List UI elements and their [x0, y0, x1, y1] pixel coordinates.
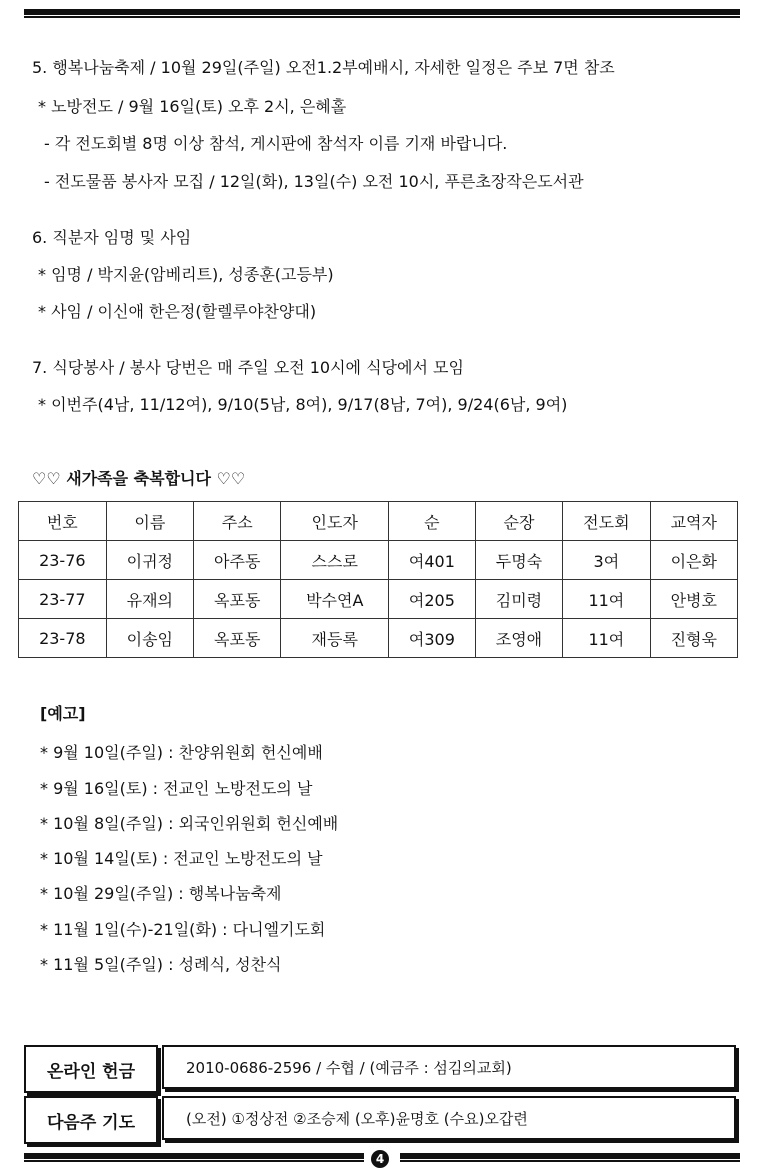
table-cell: 이은화	[650, 541, 737, 580]
table-cell: 박수연A	[281, 580, 389, 619]
table-cell: 재등록	[281, 619, 389, 658]
table-header: 이름	[106, 502, 193, 541]
table-cell: 여401	[389, 541, 476, 580]
notice-item: * 11월 5일(주일) : 성례식, 성찬식	[40, 955, 282, 974]
online-offering-label: 온라인 헌금	[24, 1045, 158, 1093]
page-number: 4	[371, 1150, 389, 1168]
table-header-row	[19, 502, 738, 541]
table-cell: 여205	[389, 580, 476, 619]
section-7-title: 7. 식당봉사 / 봉사 당번은 매 주일 오전 10시에 식당에서 모임	[32, 358, 464, 377]
next-week-prayer-label: 다음주 기도	[24, 1096, 158, 1144]
section-5-item-1: * 노방전도 / 9월 16일(토) 오후 2시, 은혜홀	[38, 97, 347, 116]
next-week-prayer-value: (오전) ①정상전 ②조승제 (오후)윤명호 (수요)오갑련	[162, 1096, 736, 1140]
section-5-title: 5. 행복나눔축제 / 10월 29일(주일) 오전1.2부예배시, 자세한 일정은 주보 7면 참조	[32, 58, 615, 77]
new-family-table	[18, 501, 738, 658]
notice-item: * 10월 8일(주일) : 외국인위원회 헌신예배	[40, 814, 339, 833]
table-cell: 진형욱	[650, 619, 737, 658]
notice-item: * 11월 1일(수)-21일(화) : 다니엘기도회	[40, 920, 326, 939]
table-header: 전도회	[563, 502, 650, 541]
table-row	[19, 541, 738, 580]
table-cell: 유재의	[106, 580, 193, 619]
section-6-title: 6. 직분자 임명 및 사임	[32, 228, 192, 247]
table-cell: 23-78	[19, 619, 107, 658]
table-cell: 안병호	[650, 580, 737, 619]
table-header: 주소	[194, 502, 281, 541]
table-cell: 아주동	[194, 541, 281, 580]
table-cell: 이귀정	[106, 541, 193, 580]
table-cell: 옥포동	[194, 580, 281, 619]
notice-item: * 10월 14일(토) : 전교인 노방전도의 날	[40, 849, 323, 868]
section-5-item-2: - 각 전도회별 8명 이상 참석, 게시판에 참석자 이름 기재 바랍니다.	[44, 134, 508, 153]
table-cell: 11여	[563, 580, 650, 619]
section-6-item-1: * 임명 / 박지윤(암베리트), 성종훈(고등부)	[38, 265, 334, 284]
table-cell: 조영애	[475, 619, 562, 658]
online-offering-value: 2010-0686-2596 / 수협 / (예금주 : 섬김의교회)	[162, 1045, 736, 1089]
table-row	[19, 619, 738, 658]
table-header: 순장	[475, 502, 562, 541]
new-family-heading: ♡♡ 새가족을 축복합니다 ♡♡	[32, 469, 246, 488]
notice-item: * 10월 29일(주일) : 행복나눔축제	[40, 884, 282, 903]
notice-item: * 9월 16일(토) : 전교인 노방전도의 날	[40, 779, 313, 798]
table-cell: 3여	[563, 541, 650, 580]
table-header: 인도자	[281, 502, 389, 541]
table-header: 번호	[19, 502, 107, 541]
table-cell: 11여	[563, 619, 650, 658]
section-7-item-1: * 이번주(4남, 11/12여), 9/10(5남, 8여), 9/17(8남, 7여), 9/24(6남, 9여)	[38, 395, 568, 414]
table-cell: 두명숙	[475, 541, 562, 580]
table-row	[19, 580, 738, 619]
table-cell: 23-76	[19, 541, 107, 580]
notice-title: [예고]	[40, 704, 86, 723]
section-6-item-2: * 사임 / 이신애 한은정(할렐루야찬양대)	[38, 302, 317, 321]
table-cell: 23-77	[19, 580, 107, 619]
table-header: 순	[389, 502, 476, 541]
table-header: 교역자	[650, 502, 737, 541]
top-rule	[24, 9, 740, 18]
section-5-item-3: - 전도물품 봉사자 모집 / 12일(화), 13일(수) 오전 10시, 푸른초장작은도서관	[44, 172, 584, 191]
table-cell: 스스로	[281, 541, 389, 580]
table-cell: 옥포동	[194, 619, 281, 658]
table-cell: 이송임	[106, 619, 193, 658]
table-cell: 김미령	[475, 580, 562, 619]
notice-item: * 9월 10일(주일) : 찬양위원회 헌신예배	[40, 743, 323, 762]
table-cell: 여309	[389, 619, 476, 658]
